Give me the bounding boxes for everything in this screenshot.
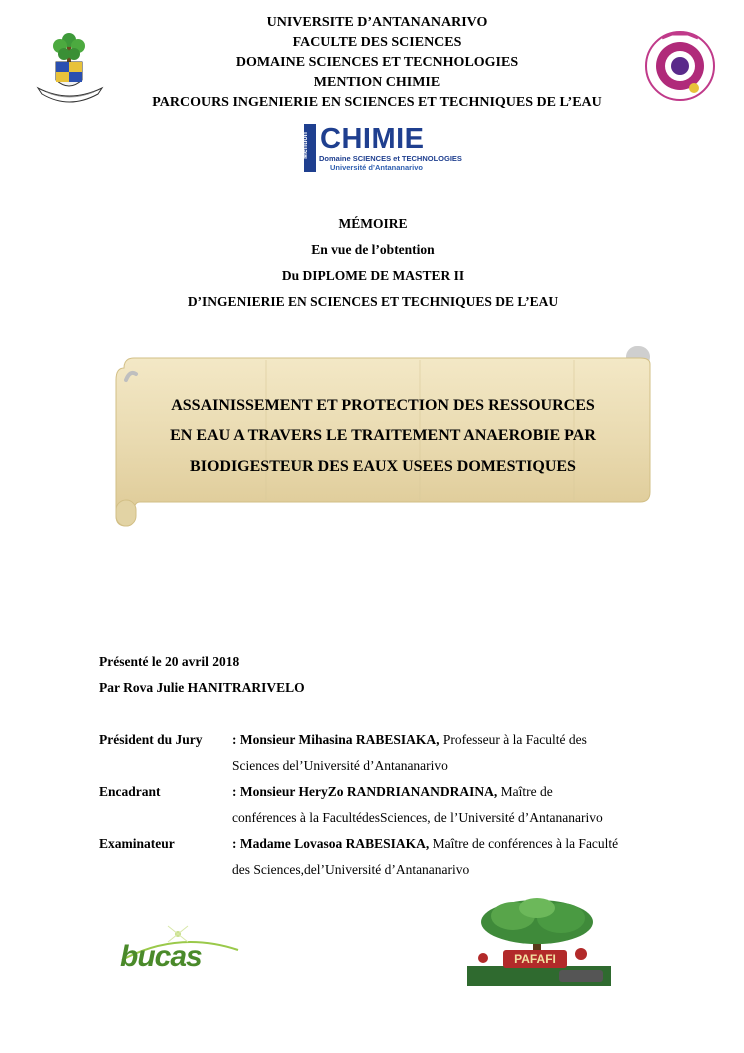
thesis-title-line-2: EN EAU A TRAVERS LE TRAITEMENT ANAEROBIE PAR <box>170 427 596 444</box>
presentation-author: Par Rova Julie HANITRARIVELO <box>99 680 305 695</box>
jury-desc-line-1 <box>232 784 553 800</box>
svg-text:PAFAFI: PAFAFI <box>514 952 556 966</box>
mention-name: MENTION CHIMIE <box>313 75 441 90</box>
track-name: PARCOURS INGENIERIE EN SCIENCES ET TECHNIQUES DE L’EAU <box>152 95 602 110</box>
memoire-field: D’INGENIERIE EN SCIENCES ET TECHNIQUES DE L’EAU <box>187 294 559 309</box>
thesis-title-line-1: ASSAINISSEMENT ET PROTECTION DES RESSOURCES <box>171 397 595 414</box>
chimie-logo-domain: Domaine SCIENCES et TECHNOLOGIES <box>319 154 462 163</box>
memoire-degree: Du DIPLOME DE MASTER II <box>281 268 465 283</box>
memoire-heading: MÉMOIRE <box>338 216 408 231</box>
pafafi-logo <box>463 896 615 992</box>
jury-role: Encadrant <box>99 784 161 799</box>
shield-icon <box>56 62 82 86</box>
jury-title: Maître de <box>497 784 553 799</box>
jury-title: Professeur à la Faculté des <box>439 732 587 747</box>
jury-desc-line-2: des Sciences,del’Université d’Antananarivo <box>232 862 470 877</box>
jury-name: : Monsieur HeryZo RANDRIANANDRAINA, <box>232 784 498 799</box>
university-emblem-logo <box>32 30 108 108</box>
jury-role: Président du Jury <box>99 732 203 747</box>
jury-desc-line-2: conférences à la FacultédesSciences, de l’Université d’Antananarivo <box>232 810 603 825</box>
jury-name: : Madame Lovasoa RABESIAKA, <box>232 836 430 851</box>
jury-desc-line-2: Sciences del’Université d’Antananarivo <box>232 758 448 773</box>
chimie-logo-university: Université d’Antananarivo <box>330 163 423 172</box>
chimie-logo-word: CHIMIE <box>320 123 425 155</box>
presentation-date: Présenté le 20 avril 2018 <box>99 654 240 669</box>
jury-name: : Monsieur Mihasina RABESIAKA, <box>232 732 440 747</box>
memoire-purpose: En vue de l’obtention <box>311 242 435 257</box>
jury-title: Maître de conférences à la Faculté <box>429 836 619 851</box>
thesis-title-line-3: BIODIGESTEUR DES EAUX USEES DOMESTIQUES <box>190 458 576 475</box>
domain-name: DOMAINE SCIENCES ET TECNHOLOGIES <box>235 55 519 70</box>
bucas-logo: bucas <box>120 940 202 973</box>
chimie-logo-side-text: Mention <box>301 132 309 159</box>
tree-icon <box>53 33 85 62</box>
faculty-name: FACULTE DES SCIENCES <box>292 35 462 50</box>
chimie-mention-logo <box>301 123 462 172</box>
jury-desc-line-1 <box>232 836 618 852</box>
university-name: UNIVERSITE D’ANTANANARIVO <box>266 15 488 30</box>
faculty-seal-logo <box>642 30 718 102</box>
jury-desc-line-1 <box>232 732 587 748</box>
jury-role: Examinateur <box>99 836 175 851</box>
chimie-logo-sidebar <box>301 124 316 172</box>
